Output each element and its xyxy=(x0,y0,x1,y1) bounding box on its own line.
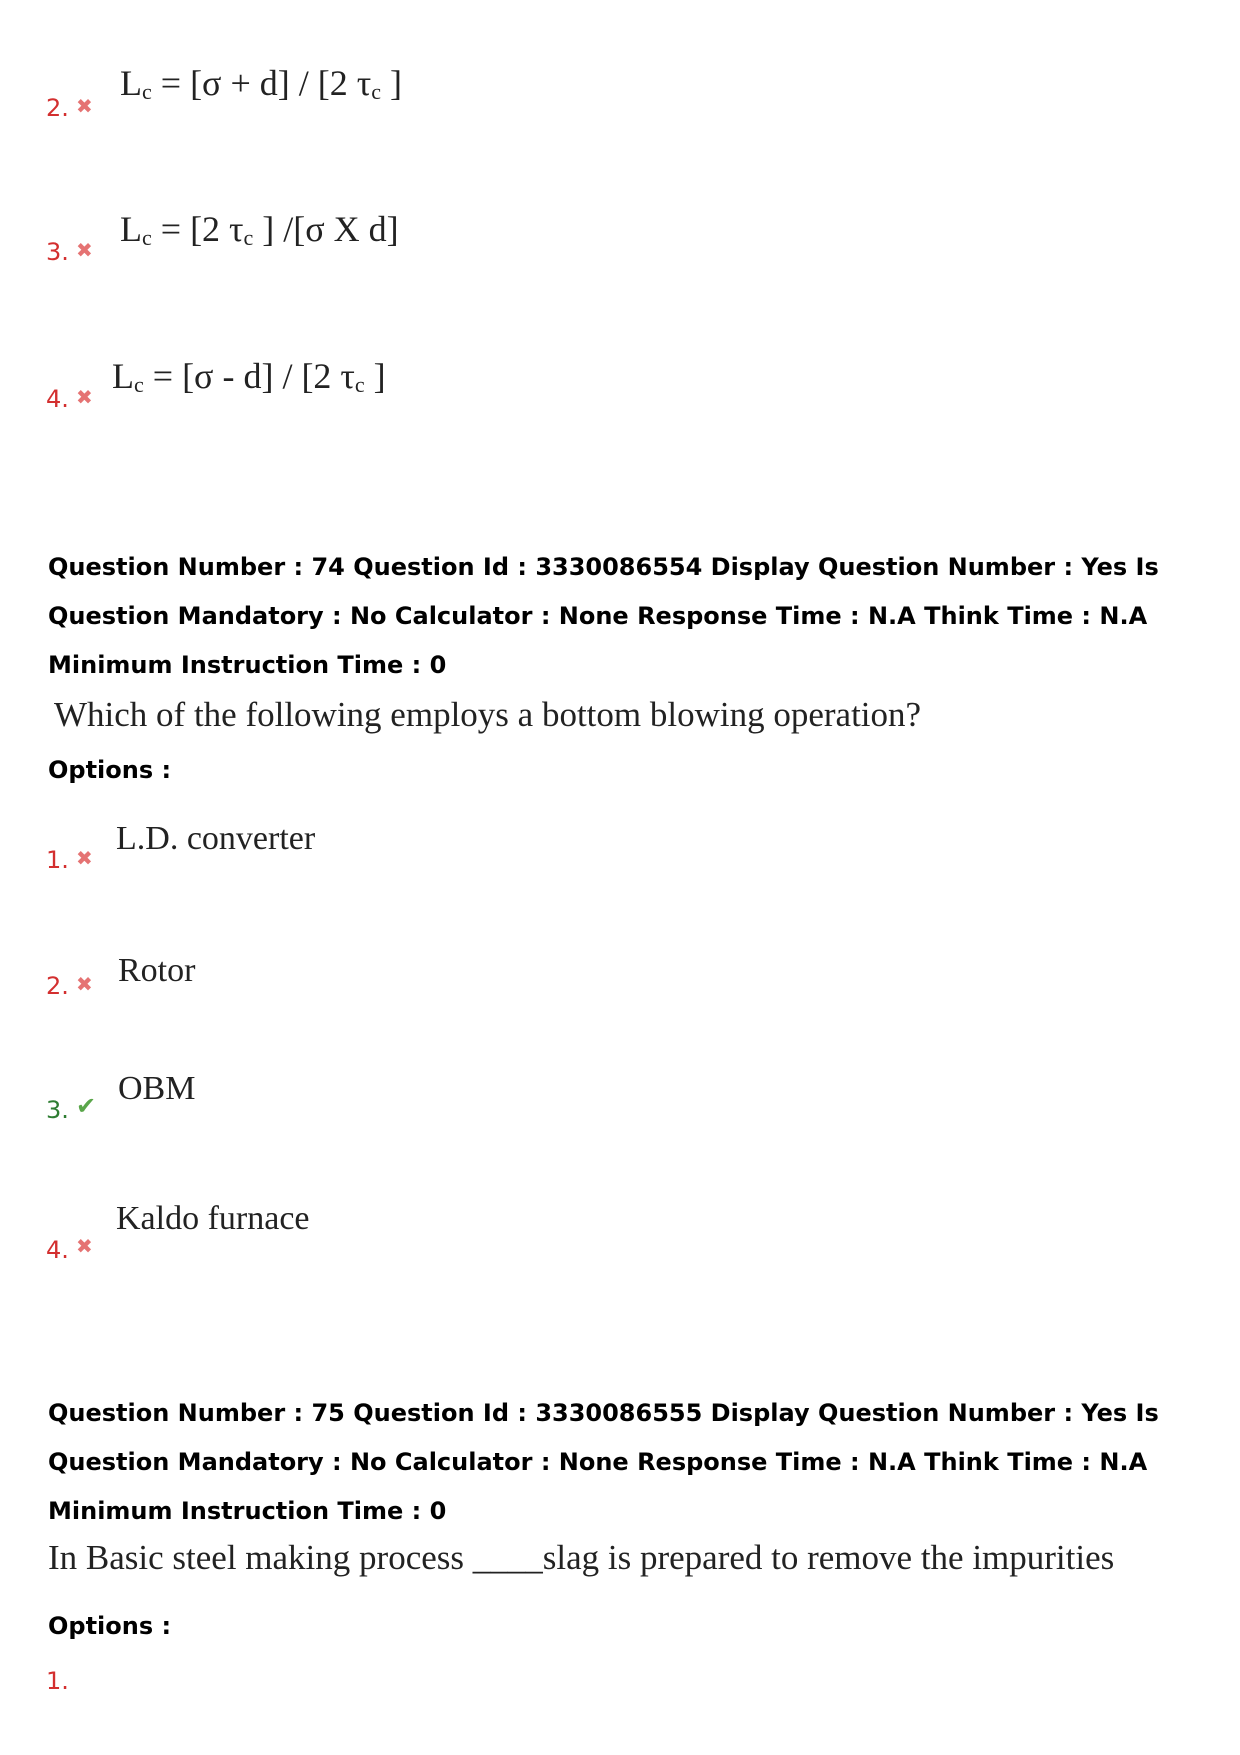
q75-metadata: Question Number : 75 Question Id : 3330086555 Display Question Number : Yes Is Question Mandatory : No Calculator : None Response Time : N.A Think Time : N.A Minimum Instruction Time : 0 xyxy=(48,1399,1159,1525)
option-number: 4. xyxy=(46,385,69,413)
q74-metadata: Question Number : 74 Question Id : 3330086554 Display Question Number : Yes Is Question Mandatory : No Calculator : None Response Time : N.A Think Time : N.A Minimum Instruction Time : 0 xyxy=(48,553,1159,679)
option-text: Kaldo furnace xyxy=(116,1200,310,1237)
option-number: 2. xyxy=(46,972,69,1000)
wrong-icon: ✖ xyxy=(76,385,93,409)
q75-question-text: In Basic steel making process ____slag is prepared to remove the impurities xyxy=(48,1538,1115,1577)
option-number: 3. xyxy=(46,1096,69,1124)
q75-options-label: Options : xyxy=(48,1612,172,1640)
q74-question-text: Which of the following employs a bottom blowing operation? xyxy=(54,695,922,734)
option-number: 3. xyxy=(46,238,69,266)
wrong-icon: ✖ xyxy=(76,238,93,262)
wrong-icon: ✖ xyxy=(76,94,93,118)
option-text: OBM xyxy=(118,1070,196,1107)
q74-options-label: Options : xyxy=(48,756,172,784)
option-number: 1. xyxy=(46,1667,69,1695)
option-formula: $L_c = [2$ $\tau_c$ ] /[σ X d] xyxy=(120,209,399,250)
check-icon: ✔ xyxy=(76,1092,97,1120)
option-formula: $L_c = [\sigma + d] / [2$ $\tau_c$ ] xyxy=(120,63,402,104)
option-number: 1. xyxy=(46,846,69,874)
wrong-icon: ✖ xyxy=(76,1234,93,1258)
wrong-icon: ✖ xyxy=(76,972,93,996)
option-text: L.D. converter xyxy=(116,820,316,857)
option-text: Rotor xyxy=(118,952,196,989)
option-formula: $L_c = [\sigma - d] / [2$ $\tau_c$ ] xyxy=(112,356,386,397)
option-number: 2. xyxy=(46,94,69,122)
option-number: 4. xyxy=(46,1236,69,1264)
wrong-icon: ✖ xyxy=(76,846,93,870)
